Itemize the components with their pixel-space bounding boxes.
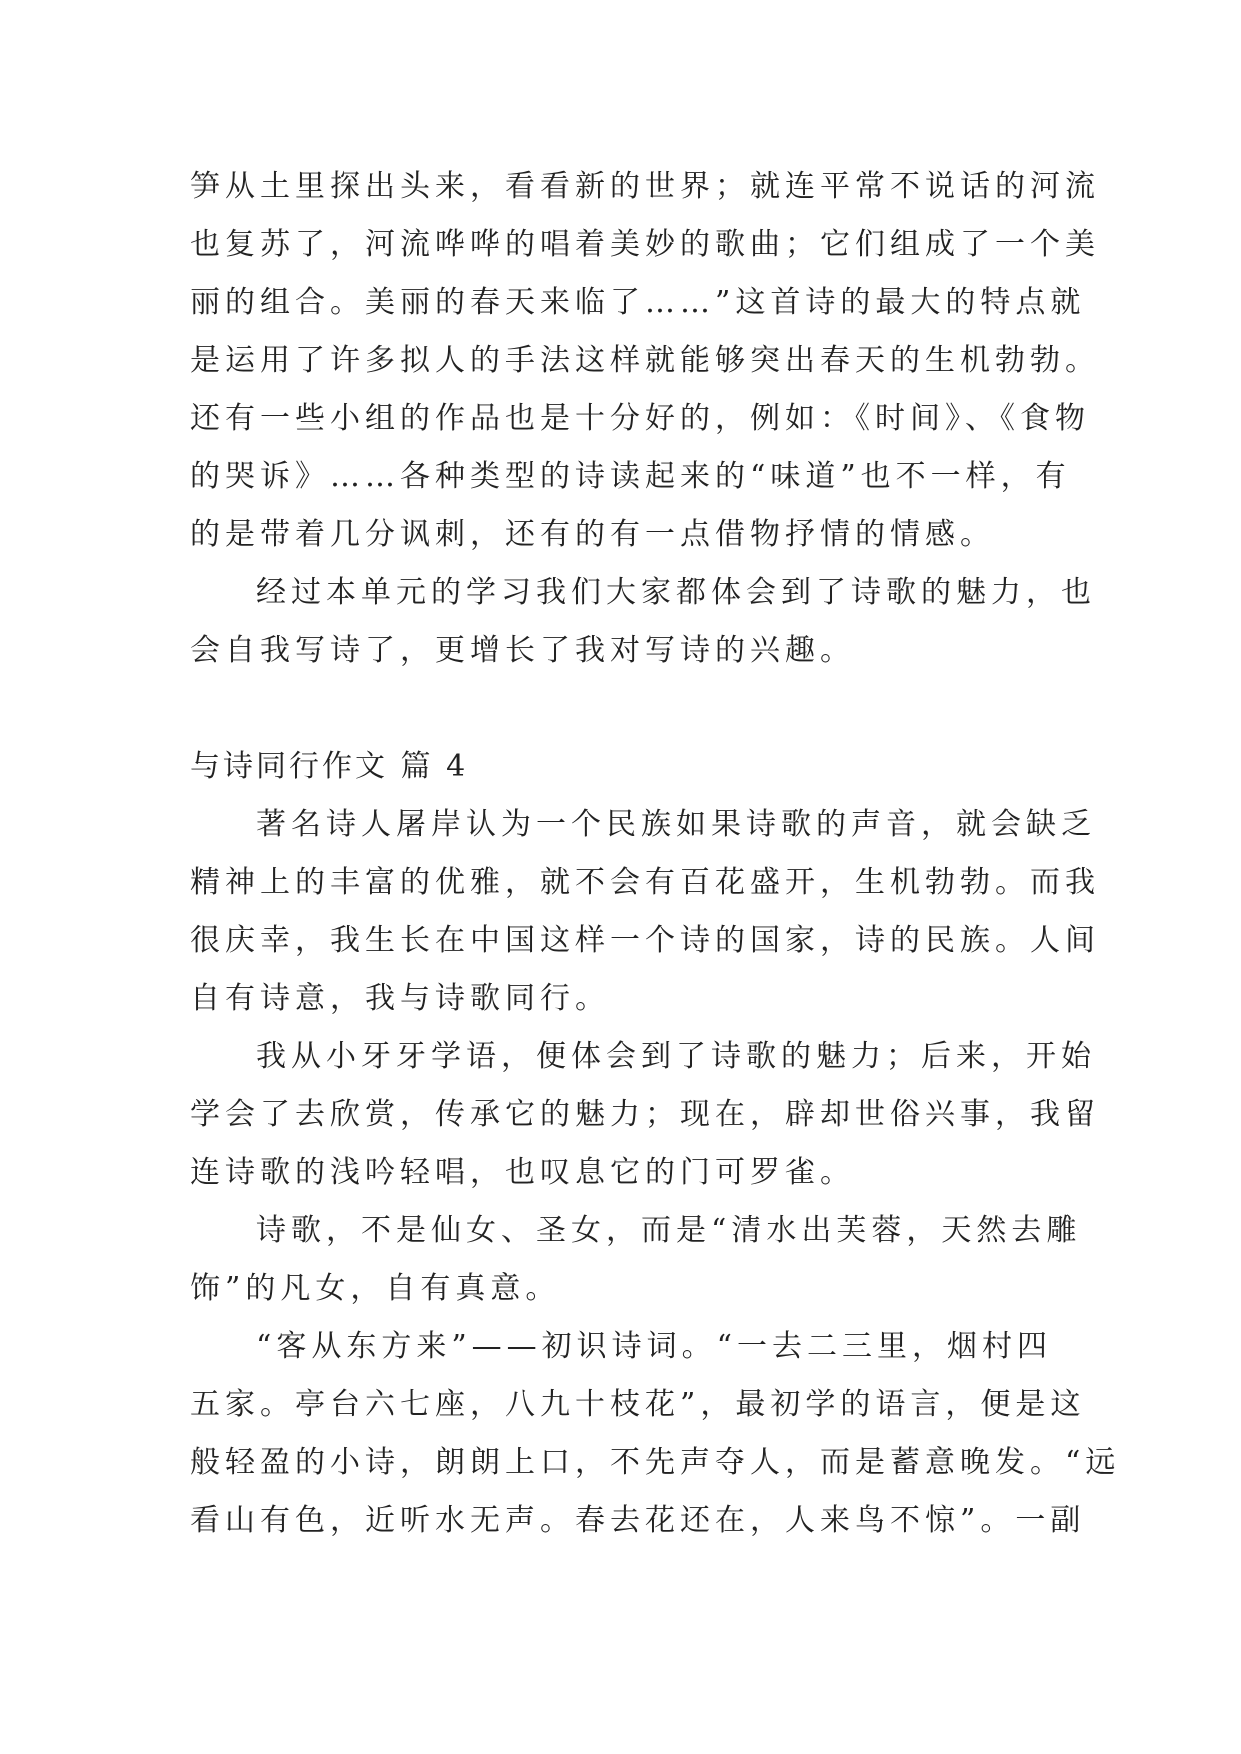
text-line: 饰”的凡女，自有真意。 — [190, 1271, 561, 1306]
text-line: 看山有色，近听水无声。春去花还在，人来鸟不惊”。一副 — [190, 1503, 1086, 1538]
text-line: 诗歌，不是仙女、圣女，而是“清水出芙蓉，天然去雕 — [256, 1213, 1082, 1248]
text-line: 是运用了许多拟人的手法这样就能够突出春天的生机勃勃。 — [190, 343, 1100, 378]
text-line: 精神上的丰富的优雅，就不会有百花盛开，生机勃勃。而我 — [190, 865, 1100, 900]
text-line: 的哭诉》……各种类型的诗读起来的“味道”也不一样，有 — [190, 459, 1071, 494]
document-body — [190, 158, 1121, 1550]
section-heading: 与诗同行作文 篇 4 — [190, 749, 469, 784]
text-line: 的是带着几分讽刺，还有的有一点借物抒情的情感。 — [190, 517, 995, 552]
text-line: 我从小牙牙学语，便体会到了诗歌的魅力；后来，开始 — [256, 1039, 1096, 1074]
text-line: 自有诗意，我与诗歌同行。 — [190, 981, 610, 1016]
text-line: 笋从土里探出头来，看看新的世界；就连平常不说话的河流 — [190, 169, 1100, 204]
text-line: 五家。亭台六七座，八九十枝花”，最初学的语言，便是这 — [190, 1387, 1086, 1422]
text-line: 经过本单元的学习我们大家都体会到了诗歌的魅力，也 — [256, 575, 1096, 610]
text-line: “客从东方来”——初识诗词。“一去二三里，烟村四 — [256, 1329, 1053, 1364]
text-line: 也复苏了，河流哗哗的唱着美妙的歌曲；它们组成了一个美 — [190, 227, 1100, 262]
text-line: 还有一些小组的作品也是十分好的，例如：《时间》、《食物 — [190, 401, 1090, 436]
text-line: 很庆幸，我生长在中国这样一个诗的国家，诗的民族。人间 — [190, 923, 1100, 958]
text-line: 著名诗人屠岸认为一个民族如果诗歌的声音，就会缺乏 — [256, 807, 1096, 842]
text-line: 学会了去欣赏，传承它的魅力；现在，辟却世俗兴事，我留 — [190, 1097, 1100, 1132]
text-line: 连诗歌的浅吟轻唱，也叹息它的门可罗雀。 — [190, 1155, 855, 1190]
section-gap — [190, 680, 1070, 738]
text-line: 丽的组合。美丽的春天来临了……”这首诗的最大的特点就 — [190, 285, 1086, 320]
text-line: 般轻盈的小诗，朗朗上口，不先声夺人，而是蓄意晚发。“远 — [190, 1445, 1121, 1480]
text-line: 会自我写诗了，更增长了我对写诗的兴趣。 — [190, 633, 855, 668]
